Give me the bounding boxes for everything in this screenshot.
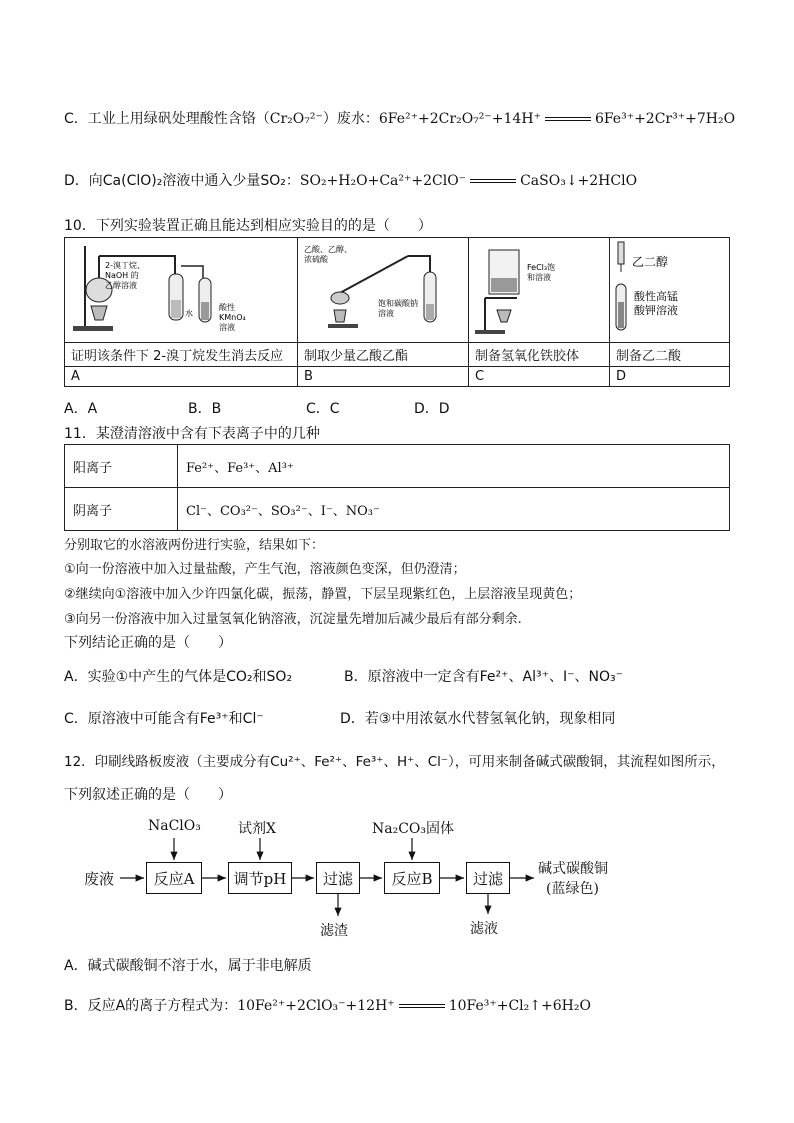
q12-option-b[interactable] bbox=[64, 995, 591, 1015]
flow-output-filtrate: 滤液 bbox=[470, 921, 498, 937]
label-b4: 溶液 bbox=[378, 309, 394, 318]
q9-d-rhs: CaSO₃↓+2HClO bbox=[520, 173, 638, 189]
q11-step-1: ①向一份溶液中加入过量盐酸，产生气泡，溶液颜色变深，但仍澄清； bbox=[64, 562, 466, 577]
label-c2: 和溶液 bbox=[527, 273, 551, 282]
q11-option-a[interactable]: A．实验①中产生的气体是CO₂和SO₂ bbox=[64, 669, 293, 685]
letter-d: D bbox=[610, 367, 730, 387]
caption-d: 制备乙二酸 bbox=[610, 343, 730, 367]
q12-b-rhs: 10Fe³⁺+Cl₂↑+6H₂O bbox=[448, 998, 591, 1014]
label-a2: NaOH 的 bbox=[105, 271, 139, 280]
letter-b: B bbox=[298, 367, 469, 387]
label-b1: 乙酸、乙醇、 bbox=[304, 245, 352, 254]
q12-b-prefix: B．反应A的离子方程式为： bbox=[64, 998, 238, 1014]
label-k2: KMnO₄ bbox=[219, 313, 246, 322]
q12-b-lhs: 10Fe²⁺+2ClO₃⁻+12H⁺ bbox=[237, 998, 395, 1014]
label-k3: 溶液 bbox=[219, 323, 235, 332]
label-a3: 乙醇溶液 bbox=[105, 281, 137, 290]
q10-option-b[interactable]: B．B bbox=[188, 401, 222, 417]
q10-option-c[interactable]: C．C bbox=[306, 401, 340, 417]
q9-d-lhs: SO₂+H₂O+Ca²⁺+2ClO⁻ bbox=[299, 173, 467, 189]
label-d1: 乙二醇 bbox=[632, 255, 669, 269]
q9-c-rhs: 6Fe³⁺+2Cr³⁺+7H₂O bbox=[594, 111, 736, 127]
flow-start: 废液 bbox=[84, 870, 115, 888]
q10-option-d[interactable]: D．D bbox=[414, 401, 450, 417]
caption-b: 制取少量乙酸乙酯 bbox=[298, 343, 469, 367]
q11-intro: 分别取它的水溶液两份进行实验，结果如下： bbox=[64, 538, 325, 553]
flow-box-filter-2: 过滤 bbox=[466, 862, 510, 894]
caption-a: 证明该条件下 2-溴丁烷发生消去反应 bbox=[65, 343, 298, 367]
label-water: 水 bbox=[185, 309, 193, 318]
flow-product-line2: (蓝绿色) bbox=[546, 881, 599, 897]
anion-list: Cl⁻、CO₃²⁻、SO₃²⁻、I⁻、NO₃⁻ bbox=[178, 488, 730, 531]
q9-c-lhs: 6Fe²⁺+2Cr₂O₇²⁻+14H⁺ bbox=[378, 111, 541, 127]
flow-product-line1: 碱式碳酸铜 bbox=[538, 861, 608, 877]
q11-option-d[interactable]: D．若③中用浓氨水代替氢氧化钠，现象相同 bbox=[340, 711, 616, 727]
flow-input-reagent-x: 试剂X bbox=[238, 821, 276, 837]
cation-list: Fe²⁺、Fe³⁺、Al³⁺ bbox=[178, 445, 730, 488]
label-b2: 浓硫酸 bbox=[304, 255, 328, 264]
letter-a: A bbox=[65, 367, 298, 387]
q11-ask: 下列结论正确的是（ ） bbox=[64, 635, 232, 651]
label-b3: 饱和碳酸钠 bbox=[378, 299, 418, 308]
q9-c-prefix: C．工业上用绿矾处理酸性含铬（ bbox=[64, 111, 270, 127]
q9-c-mid: ）废水： bbox=[322, 111, 379, 127]
flow-output-residue: 滤渣 bbox=[320, 923, 348, 939]
equals-arrow bbox=[399, 1004, 445, 1008]
letter-c: C bbox=[469, 367, 610, 387]
q10-option-a[interactable]: A．A bbox=[64, 401, 98, 417]
q12-stem-1: 12．印刷线路板废液（主要成分有Cu²⁺、Fe²⁺、Fe³⁺、H⁺、Cl⁻），可用来制备碱式碳酸铜，其流程如图所示， bbox=[64, 754, 725, 770]
q9-d-prefix: D．向Ca(ClO)₂溶液中通入少量SO₂： bbox=[64, 173, 300, 189]
label-c1: FeCl₃饱 bbox=[527, 263, 556, 272]
q11-option-b[interactable]: B．原溶液中一定含有Fe²⁺、Al³⁺、I⁻、NO₃⁻ bbox=[344, 669, 623, 685]
anion-label: 阴离子 bbox=[65, 488, 178, 531]
q12-option-a[interactable]: A．碱式碳酸铜不溶于水，属于非电解质 bbox=[64, 958, 312, 974]
flow-input-na2co3: Na₂CO₃固体 bbox=[372, 821, 455, 837]
q11-step-3: ③向另一份溶液中加入过量氢氧化钠溶液，沉淀量先增加后减少最后有部分剩余. bbox=[64, 612, 522, 627]
q10-stem: 10．下列实验装置正确且能达到相应实验目的的是（ ） bbox=[64, 218, 432, 234]
q12-stem-2: 下列叙述正确的是（ ） bbox=[64, 787, 232, 803]
caption-c: 制备氢氧化铁胶体 bbox=[469, 343, 610, 367]
q9-c-ion: Cr₂O₇²⁻ bbox=[269, 111, 323, 127]
q11-step-2: ②继续向①溶液中加入少许四氯化碳，振荡，静置，下层呈现紫红色，上层溶液呈现黄色； bbox=[64, 587, 582, 602]
cation-label: 阳离子 bbox=[65, 445, 178, 488]
q11-stem: 11．某澄清溶液中含有下表离子中的几种 bbox=[64, 426, 320, 442]
q11-option-c[interactable]: C．原溶液中可能含有Fe³⁺和Cl⁻ bbox=[64, 711, 264, 727]
label-d2: 酸性高锰 bbox=[634, 290, 678, 303]
label-a1: 2-溴丁烷、 bbox=[105, 261, 145, 270]
flow-box-filter-1: 过滤 bbox=[316, 862, 360, 894]
flow-box-reaction-a: 反应A bbox=[146, 862, 202, 894]
label-d3: 酸钾溶液 bbox=[634, 304, 678, 317]
flow-box-reaction-b: 反应B bbox=[384, 862, 440, 894]
label-k1: 酸性 bbox=[219, 303, 235, 312]
flow-input-naclo3: NaClO₃ bbox=[148, 818, 201, 834]
flow-box-adjust-ph: 调节pH bbox=[228, 862, 292, 894]
